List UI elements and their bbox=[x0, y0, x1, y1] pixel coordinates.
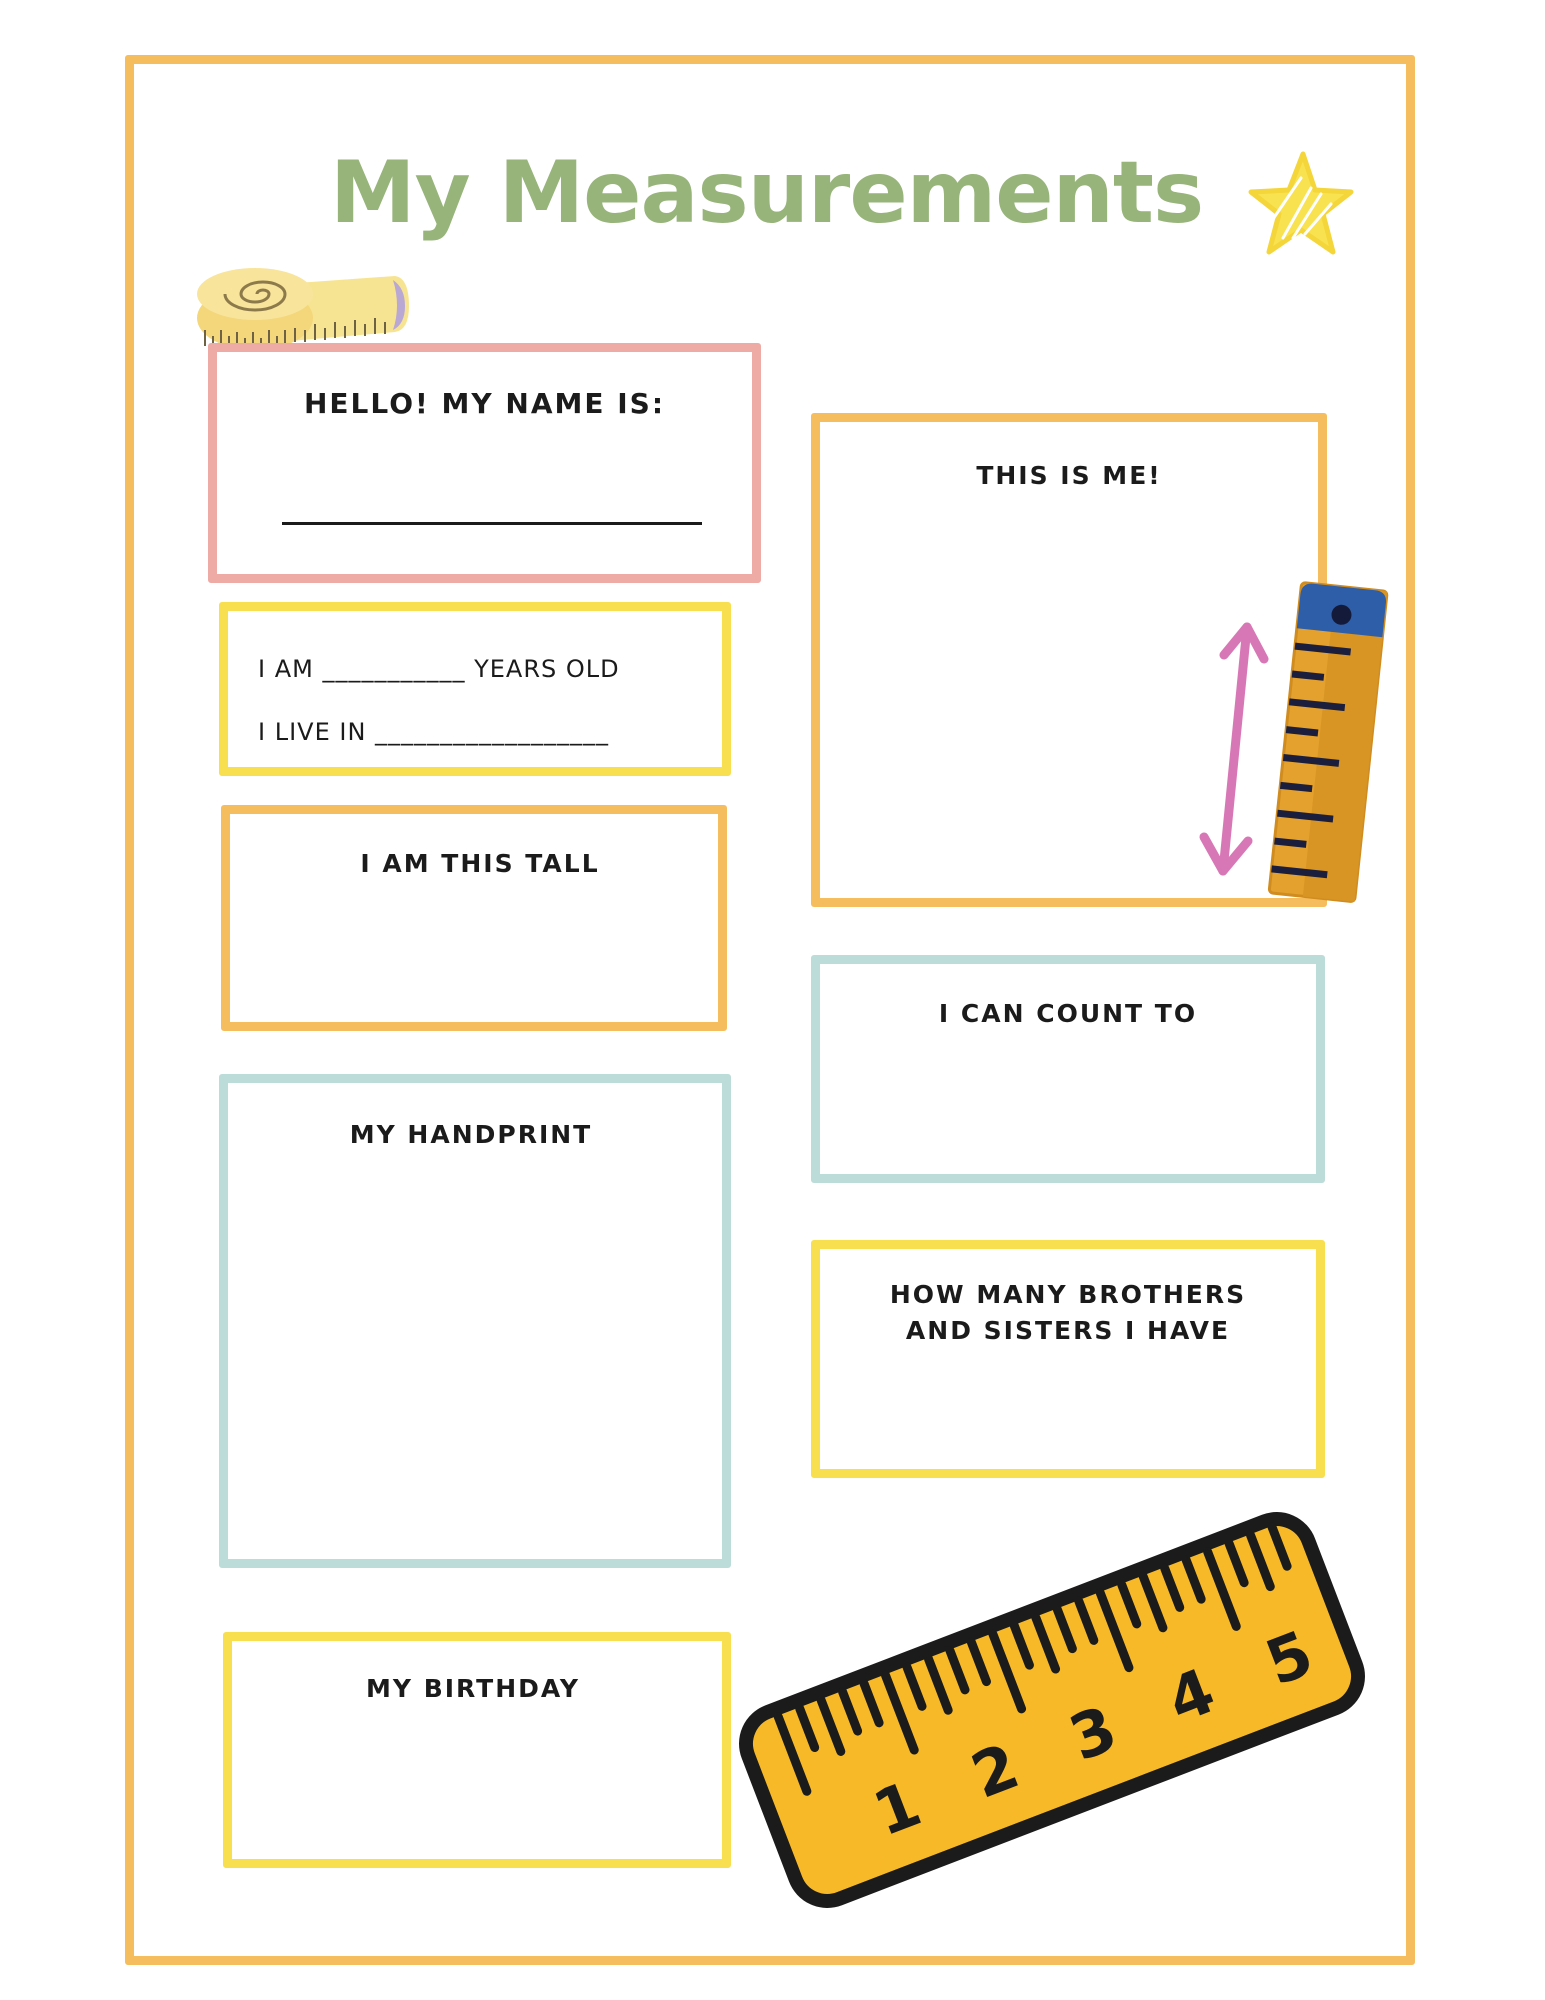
about-box[interactable] bbox=[219, 602, 731, 776]
birthday-box[interactable] bbox=[223, 1632, 731, 1868]
ruler-large-icon bbox=[690, 1495, 1415, 1915]
live-line: I LIVE IN __________________ bbox=[258, 718, 610, 746]
siblings-box[interactable] bbox=[811, 1240, 1325, 1478]
birthday-label: MY BIRTHDAY bbox=[366, 1674, 580, 1703]
tall-label: I AM THIS TALL bbox=[360, 849, 600, 878]
name-label: HELLO! MY NAME IS: bbox=[303, 387, 666, 420]
handprint-box[interactable] bbox=[219, 1074, 731, 1568]
this-is-me-label: THIS IS ME! bbox=[976, 461, 1162, 490]
count-label: I CAN COUNT TO bbox=[938, 999, 1198, 1028]
ruler-number: 4 bbox=[1157, 1653, 1225, 1738]
siblings-label-line2: AND SISTERS I HAVE bbox=[905, 1316, 1231, 1345]
name-write-line bbox=[282, 522, 702, 525]
ruler-vertical-icon bbox=[1255, 578, 1400, 908]
handprint-label: MY HANDPRINT bbox=[349, 1120, 593, 1149]
age-line: I AM ___________ YEARS OLD bbox=[258, 655, 620, 683]
count-box[interactable] bbox=[811, 955, 1325, 1183]
ruler-number: 1 bbox=[863, 1766, 931, 1851]
page-title: My Measurements bbox=[330, 143, 1204, 243]
ruler-number: 3 bbox=[1059, 1691, 1127, 1776]
name-box[interactable] bbox=[208, 343, 761, 583]
ruler-number: 5 bbox=[1255, 1616, 1323, 1700]
star-icon bbox=[1245, 148, 1355, 263]
siblings-label-line1: HOW MANY BROTHERS bbox=[889, 1280, 1247, 1309]
ruler-number: 2 bbox=[961, 1729, 1029, 1813]
tall-box[interactable] bbox=[221, 805, 727, 1031]
